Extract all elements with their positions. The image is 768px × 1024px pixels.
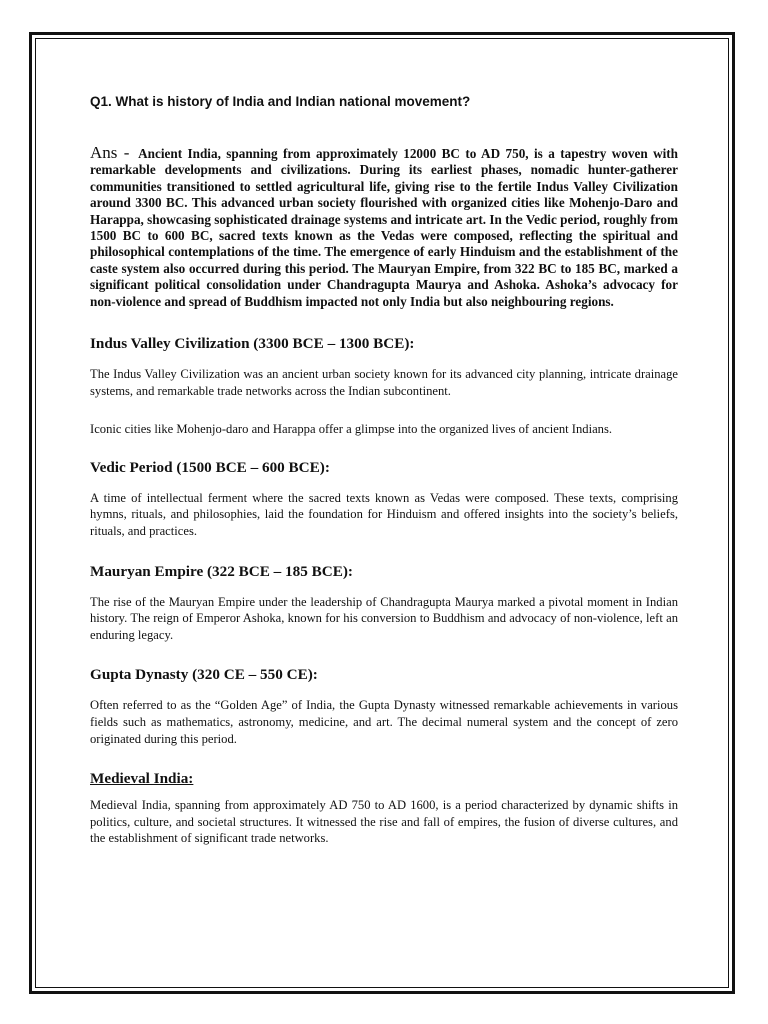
indus-valley-paragraph-2: Iconic cities like Mohenjo-daro and Harappa offer a glimpse into the organized lives of ancient Indians. <box>90 422 613 437</box>
document-body <box>90 93 678 847</box>
vedic-period-paragraph: A time of intellectual ferment where the sacred texts known as Vedas were composed. These texts, comprising hymns, rituals, and philosophies, laid the foundation for Hinduism and offered insights into the society’s beliefs, rituals, and practices. <box>90 490 678 539</box>
gupta-dynasty-heading: Gupta Dynasty (320 CE – 550 CE): <box>90 666 318 684</box>
mauryan-empire-paragraph: The rise of the Mauryan Empire under the leadership of Chandragupta Maurya marked a pivotal moment in Indian history. The reign of Emperor Ashoka, known for his conversion to Buddhism and advocacy of non-violence, left an enduring legacy. <box>90 594 678 642</box>
medieval-india-paragraph: Medieval India, spanning from approximately AD 750 to AD 1600, is a period characterized by dynamic shifts in politics, culture, and societal structures. It witnessed the rise and fall of empires, the fusion of diverse cultures, and the establishment of significant trade networks. <box>90 798 678 846</box>
indus-valley-heading: Indus Valley Civilization (3300 BCE – 1300 BCE): <box>90 335 415 353</box>
answer-text: Ancient India, spanning from approximately 12000 BC to AD 750, is a tapestry woven with remarkable developments and civilizations. During its earliest phases, nomadic hunter-gatherer communities transitioned to settled agricultural life, giving rise to the fertile Indus Valley Civilization around 3300 BC. This advanced urban society flourished with organized cities like Mohenjo-Daro and Harappa, showcasing sophisticated drainage systems and intricate art. In the Vedic period, roughly from 1500 BC to 600 BC, sacred texts known as the Vedas were composed, reflecting the spiritual and philosophical contemplations of the time. The emergence of early Hinduism and the establishment of the caste system also occurred during this period. The Mauryan Empire, from 322 BC to 185 BC, marked a significant political consolidation under Chandragupta Maurya and Ashoka. Ashoka’s advocacy for non-violence and spread of Buddhism impacted not only India but also neighbouring regions. <box>90 146 679 309</box>
indus-valley-paragraph-1: The Indus Valley Civilization was an ancient urban society known for its advanced city planning, intricate drainage systems, and remarkable trade networks across the Indian subcontinent. <box>90 367 678 398</box>
answer-paragraph <box>90 145 678 310</box>
gupta-dynasty-paragraph: Often referred to as the “Golden Age” of India, the Gupta Dynasty witnessed remarkable achievements in various fields such as mathematics, astronomy, medicine, and art. The decimal numeral system and the concept of zero originated during this period. <box>90 698 678 746</box>
medieval-india-heading: Medieval India: <box>90 770 194 788</box>
mauryan-empire-heading: Mauryan Empire (322 BCE – 185 BCE): <box>90 562 353 580</box>
vedic-period-heading: Vedic Period (1500 BCE – 600 BCE): <box>90 458 330 476</box>
question-heading: Q1. What is history of India and Indian national movement? <box>90 94 471 109</box>
answer-prefix: Ans - <box>90 143 130 162</box>
